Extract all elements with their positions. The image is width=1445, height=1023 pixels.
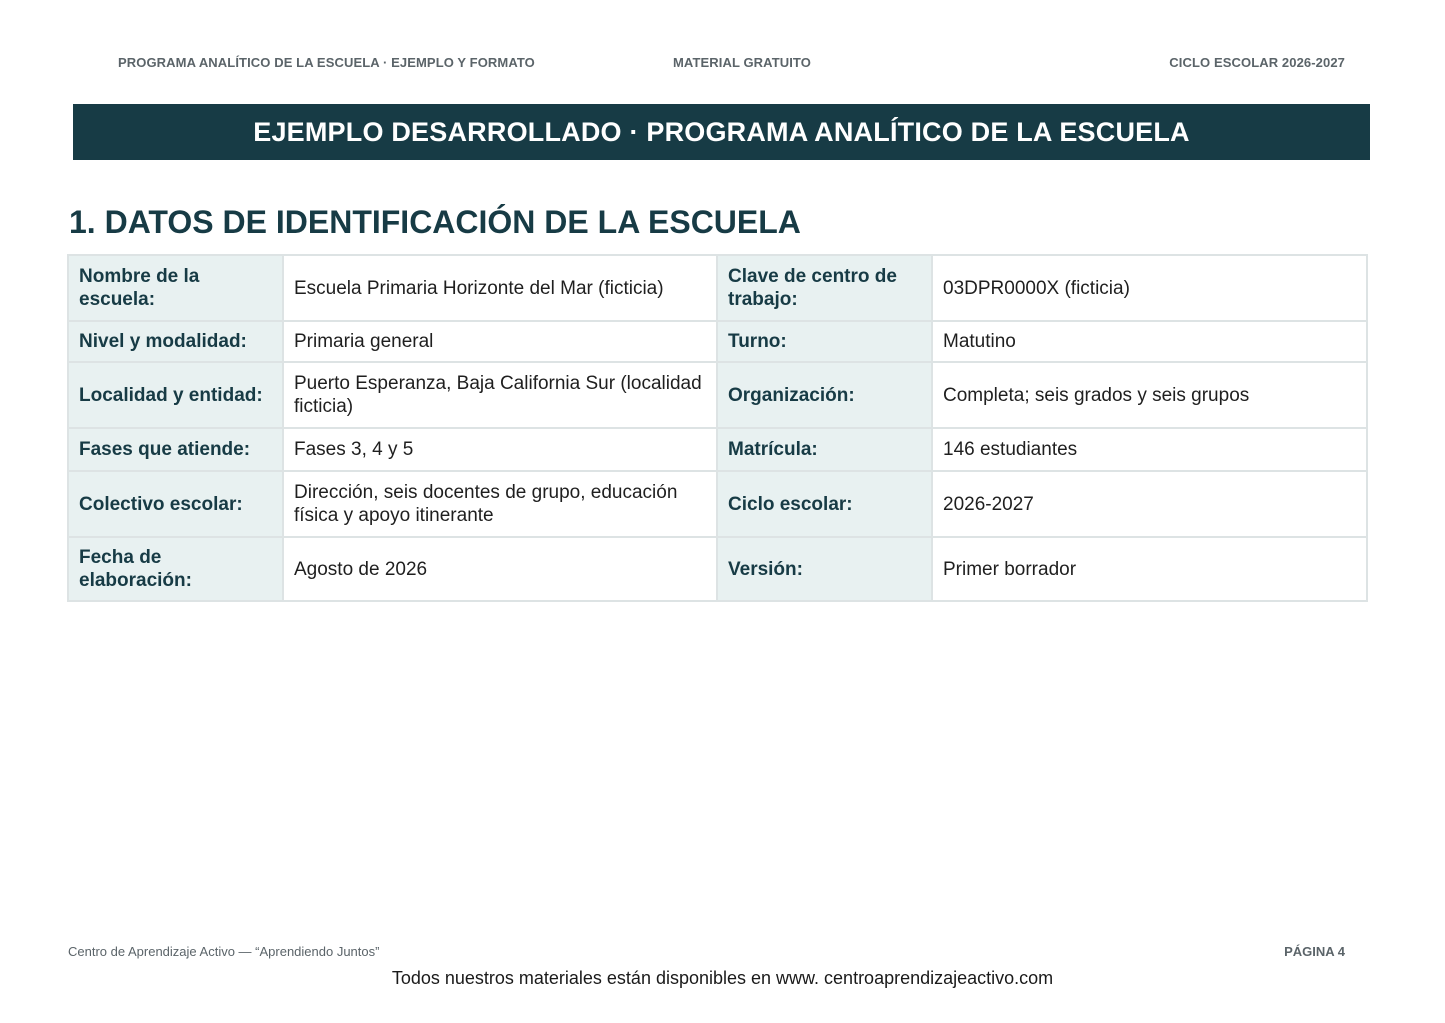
organization-label: Organización: [717,362,932,428]
work-center-key-label: Clave de centro de trabajo: [717,255,932,321]
footer-organization: Centro de Aprendizaje Activo — “Aprendiendo Juntos” [68,944,380,959]
table-row [68,255,1367,321]
elaboration-date-label: Fecha de elaboración: [68,537,283,601]
school-name-label: Nombre de la escuela: [68,255,283,321]
table-row [68,362,1367,428]
table-row [68,537,1367,601]
title-banner [73,104,1370,160]
banner-title: EJEMPLO DESARROLLADO · PROGRAMA ANALÍTICO DE LA ESCUELA [253,116,1190,147]
footer-website-note: Todos nuestros materiales están disponibles en www. centroaprendizajeactivo.com [391,968,1054,988]
school-staff-value: Dirección, seis docentes de grupo, educación física y apoyo itinerante [283,471,717,537]
section-title: 1. DATOS DE IDENTIFICACIÓN DE LA ESCUELA [69,204,801,240]
table-row [68,321,1367,362]
page-number: PÁGINA 4 [1284,944,1345,959]
school-cycle-label: Ciclo escolar: [717,471,932,537]
version-label: Versión: [717,537,932,601]
elaboration-date-value: Agosto de 2026 [283,537,717,601]
shift-label: Turno: [717,321,932,362]
level-modality-label: Nivel y modalidad: [68,321,283,362]
enrollment-value: 146 estudiantes [932,428,1367,471]
school-cycle-value: 2026-2027 [932,471,1367,537]
identification-table [67,254,1368,602]
version-value: Primer borrador [932,537,1367,601]
school-name-value: Escuela Primaria Horizonte del Mar (ficticia) [283,255,717,321]
school-staff-label: Colectivo escolar: [68,471,283,537]
phases-label: Fases que atiende: [68,428,283,471]
work-center-key-value: 03DPR0000X (ficticia) [932,255,1367,321]
table-row [68,471,1367,537]
locality-value: Puerto Esperanza, Baja California Sur (localidad ficticia) [283,362,717,428]
locality-label: Localidad y entidad: [68,362,283,428]
phases-value: Fases 3, 4 y 5 [283,428,717,471]
header-document-title: PROGRAMA ANALÍTICO DE LA ESCUELA · EJEMPLO Y FORMATO [118,55,535,70]
header-free-material: MATERIAL GRATUITO [673,55,811,70]
shift-value: Matutino [932,321,1367,362]
level-modality-value: Primaria general [283,321,717,362]
table-row [68,428,1367,471]
organization-value: Completa; seis grados y seis grupos [932,362,1367,428]
header-school-cycle: CICLO ESCOLAR 2026-2027 [1169,55,1345,70]
enrollment-label: Matrícula: [717,428,932,471]
